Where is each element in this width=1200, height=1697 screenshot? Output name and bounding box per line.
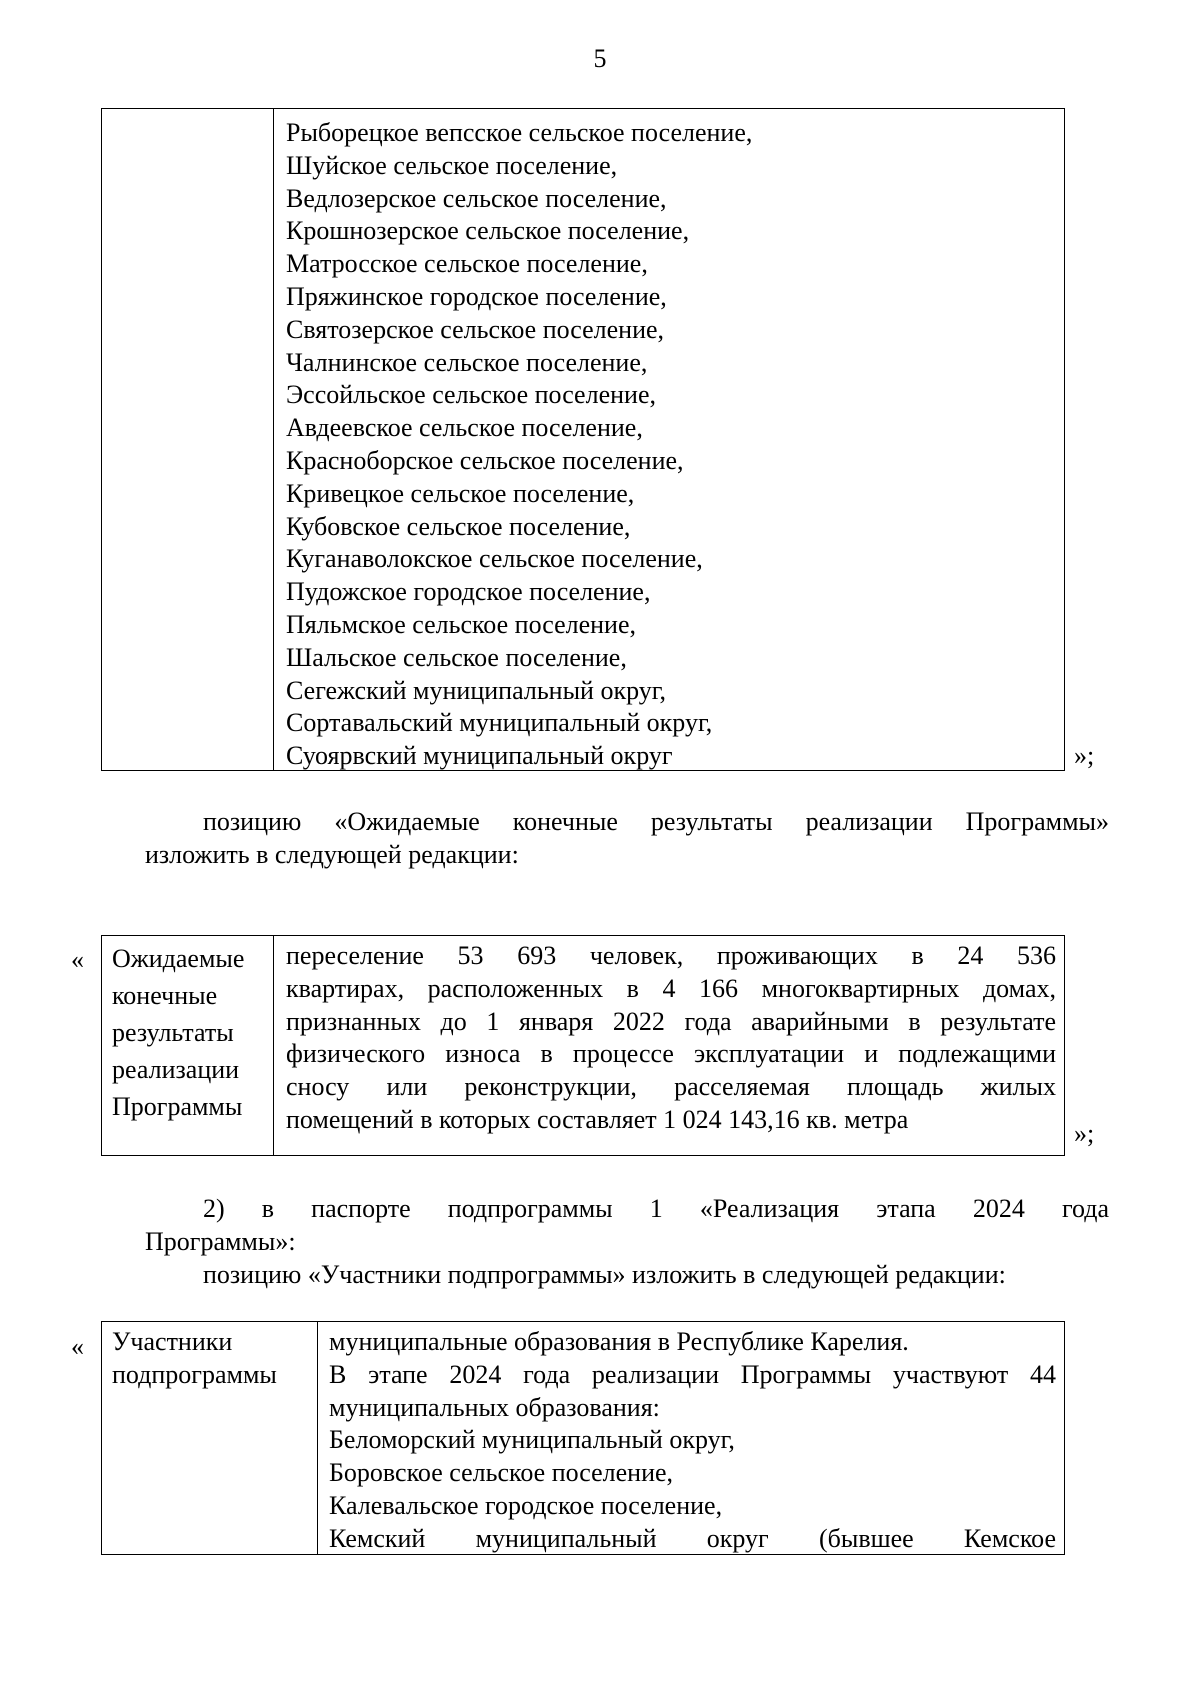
content-line: Боровское сельское поселение, (329, 1458, 674, 1488)
page-number: 5 (593, 44, 607, 73)
participants-content (329, 1326, 1056, 1556)
list-item: Эссойльское сельское поселение, (286, 380, 656, 410)
list-item: Авдеевское сельское поселение, (286, 413, 643, 443)
table-column-divider (273, 109, 274, 770)
list-item: Красноборское сельское поселение, (286, 445, 684, 475)
subprogram-participants-table (101, 1321, 1065, 1555)
label-line: Ожидаемые (112, 944, 245, 973)
closing-quote: »; (1074, 741, 1095, 770)
content-line: квартирах, расположенных в 4 166 многоквартирных домах, (286, 973, 1056, 1003)
paragraph-line: изложить в следующей редакции: (145, 840, 519, 869)
content-line: переселение 53 693 человек, проживающих в 24 536 (286, 941, 1056, 970)
expected-results-label (112, 940, 267, 1125)
participants-list (286, 117, 1046, 773)
expected-results-table (101, 935, 1065, 1156)
list-item: Крошнозерское сельское поселение, (286, 216, 690, 246)
paragraph-line: позицию «Ожидаемые конечные результаты реализации Программы» (203, 807, 1109, 836)
list-item: Сортавальский муниципальный округ, (286, 708, 713, 738)
content-line: физического износа в процессе эксплуатации и подлежащими (286, 1039, 1056, 1069)
table-column-divider (317, 1322, 318, 1554)
list-item: Ведлозерское сельское поселение, (286, 183, 667, 213)
list-item: Матросское сельское поселение, (286, 249, 648, 279)
list-item: Пяльмское сельское поселение, (286, 609, 637, 639)
instruction-paragraph (145, 805, 1109, 871)
label-line: конечные (112, 981, 218, 1010)
list-item: Кривецкое сельское поселение, (286, 478, 635, 508)
opening-quote: « (71, 1332, 84, 1361)
participants-label (112, 1326, 312, 1392)
content-line: В этапе 2024 года реализации Программы участвуют 44 (329, 1359, 1056, 1389)
paragraph-line: 2) в паспорте подпрограммы 1 «Реализация этапа 2024 года (203, 1194, 1109, 1223)
closing-quote: »; (1074, 1119, 1095, 1148)
list-item: Пряжинское городское поселение, (286, 281, 667, 311)
list-item: Пудожское городское поселение, (286, 577, 651, 607)
list-item: Суоярвский муниципальный округ (286, 741, 673, 771)
opening-quote: « (71, 945, 84, 974)
table-column-divider (273, 936, 274, 1155)
list-item: Рыборецкое вепсское сельское поселение, (286, 118, 753, 147)
list-item: Шуйское сельское поселение, (286, 150, 618, 180)
list-item: Кубовское сельское поселение, (286, 511, 631, 541)
list-item: Куганаволокское сельское поселение, (286, 544, 703, 574)
list-item: Сегежский муниципальный округ, (286, 675, 666, 705)
content-line: муниципальных образования: (329, 1392, 660, 1422)
content-line: Беломорский муниципальный округ, (329, 1425, 735, 1455)
subprogram-paragraph (145, 1192, 1109, 1291)
list-item: Чалнинское сельское поселение, (286, 347, 648, 377)
content-line: муниципальные образования в Республике Карелия. (329, 1327, 909, 1356)
list-item: Святозерское сельское поселение, (286, 314, 665, 344)
label-line: подпрограммы (112, 1359, 277, 1389)
paragraph-line: Программы»: (145, 1227, 296, 1256)
content-line: Кемский муниципальный округ (бывшее Кемское (329, 1523, 1056, 1553)
content-line: Калевальское городское поселение, (329, 1490, 723, 1520)
label-line: Участники (112, 1327, 233, 1356)
content-line: помещений в которых составляет 1 024 143,16 кв. метра (286, 1104, 909, 1134)
list-item: Шальское сельское поселение, (286, 642, 627, 672)
content-line: признанных до 1 января 2022 года аварийными в результате (286, 1006, 1056, 1036)
label-line: результаты (112, 1018, 234, 1047)
label-line: Программы (112, 1092, 243, 1121)
participants-table-continued (101, 108, 1065, 771)
paragraph-line: позицию «Участники подпрограммы» изложить в следующей редакции: (203, 1260, 1006, 1289)
label-line: реализации (112, 1055, 240, 1084)
expected-results-content (286, 940, 1056, 1137)
content-line: сносу или реконструкции, расселяемая площадь жилых (286, 1072, 1056, 1102)
